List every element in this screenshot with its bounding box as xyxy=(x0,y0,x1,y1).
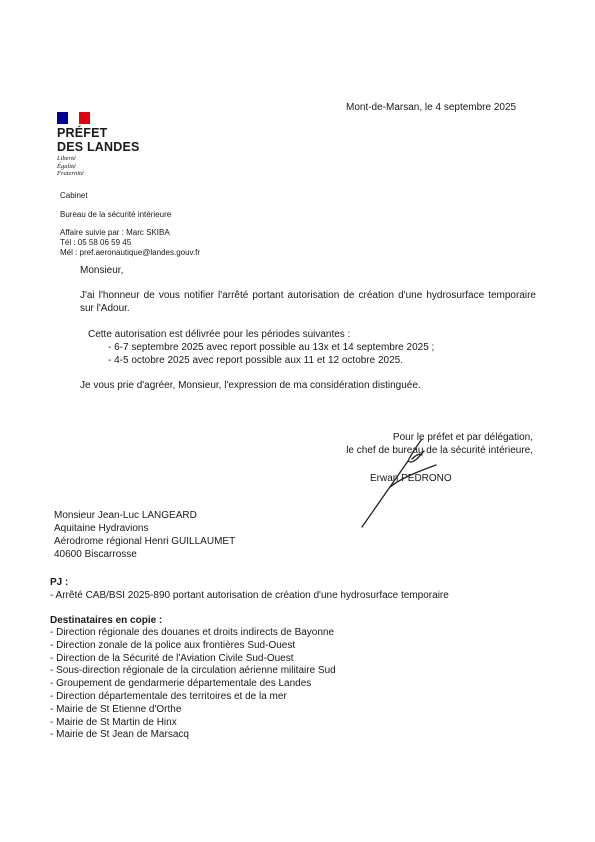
recipient-address xyxy=(54,509,235,561)
signature-line1: Pour le préfet et par délégation, xyxy=(392,432,533,443)
copy-item: - Groupement de gendarmerie départementale des Landes xyxy=(50,678,312,690)
recipient-aerodrome: Aérodrome régional Henri GUILLAUMET xyxy=(54,536,236,547)
paragraph-periods-intro: Cette autorisation est délivrée pour les périodes suivantes : xyxy=(88,329,351,340)
service-contact xyxy=(60,228,200,258)
flag-blue xyxy=(57,112,68,124)
letter-date: Mont-de-Marsan, le 4 septembre 2025 xyxy=(346,102,517,113)
motto-egalite: Égalité xyxy=(57,162,76,170)
republic-motto xyxy=(57,155,84,178)
signatory-name: Erwan PEDRONO xyxy=(370,473,452,484)
service-cabinet: Cabinet xyxy=(60,191,88,200)
motto-fraternite: Fraternité xyxy=(57,170,84,177)
pj-item: - Arrêté CAB/BSI 2025-890 portant autorisation de création d'une hydrosurface temporaire xyxy=(50,590,449,601)
salutation: Monsieur, xyxy=(80,265,124,276)
closing-formula: Je vous prie d'agréer, Monsieur, l'expression de ma considération distinguée. xyxy=(80,380,421,391)
telephone: Tél : 05 58 06 59 45 xyxy=(60,238,132,247)
copy-item: - Direction zonale de la police aux frontières Sud-Ouest xyxy=(50,639,296,651)
flag-red xyxy=(79,112,90,124)
signature-line2: le chef de bureau de la sécurité intérieure, xyxy=(346,445,533,456)
marianne-flag-icon xyxy=(57,112,90,124)
recipient-name: Monsieur Jean-Luc LANGEARD xyxy=(54,510,197,521)
copy-item: - Mairie de St Etienne d'Orthe xyxy=(50,703,182,715)
copy-item: - Mairie de St Jean de Marsacq xyxy=(50,729,189,741)
copies-list xyxy=(50,627,336,742)
copy-item: - Direction de la Sécurité de l'Aviation Civile Sud-Ouest xyxy=(50,652,294,664)
period-september: - 6-7 septembre 2025 avec report possible au 13x et 14 septembre 2025 ; xyxy=(108,342,435,353)
period-october: - 4-5 octobre 2025 avec report possible aux 11 et 12 octobre 2025. xyxy=(108,355,404,366)
paragraph-notification: J'ai l'honneur de vous notifier l'arrêté portant autorisation de création d'une hydrosurface temporaire sur l'Adour. xyxy=(80,290,536,314)
affaire-suivie: Affaire suivie par : Marc SKIBA xyxy=(60,228,170,237)
prefet-line1: PRÉFET xyxy=(57,126,108,140)
handwritten-signature-icon xyxy=(350,425,460,535)
recipient-city: 40600 Biscarrosse xyxy=(54,549,137,560)
service-bureau: Bureau de la sécurité intérieure xyxy=(60,210,172,219)
recipient-company: Aquitaine Hydravions xyxy=(54,523,149,534)
motto-liberte: Liberté xyxy=(57,155,76,162)
copy-item: - Mairie de St Martin de Hinx xyxy=(50,716,177,728)
flag-white xyxy=(68,112,79,124)
copy-item: - Direction départementale des territoires et de la mer xyxy=(50,690,287,702)
copies-label: Destinataires en copie : xyxy=(50,615,163,626)
prefecture-name xyxy=(57,126,140,154)
mel: Mél : pref.aeronautique@landes.gouv.fr xyxy=(60,248,201,257)
copy-item: - Direction régionale des douanes et droits indirects de Bayonne xyxy=(50,627,335,638)
prefet-line2: DES LANDES xyxy=(57,140,140,154)
pj-label: PJ : xyxy=(50,577,69,588)
copy-item: - Sous-direction régionale de la circulation aérienne militaire Sud xyxy=(50,665,336,677)
